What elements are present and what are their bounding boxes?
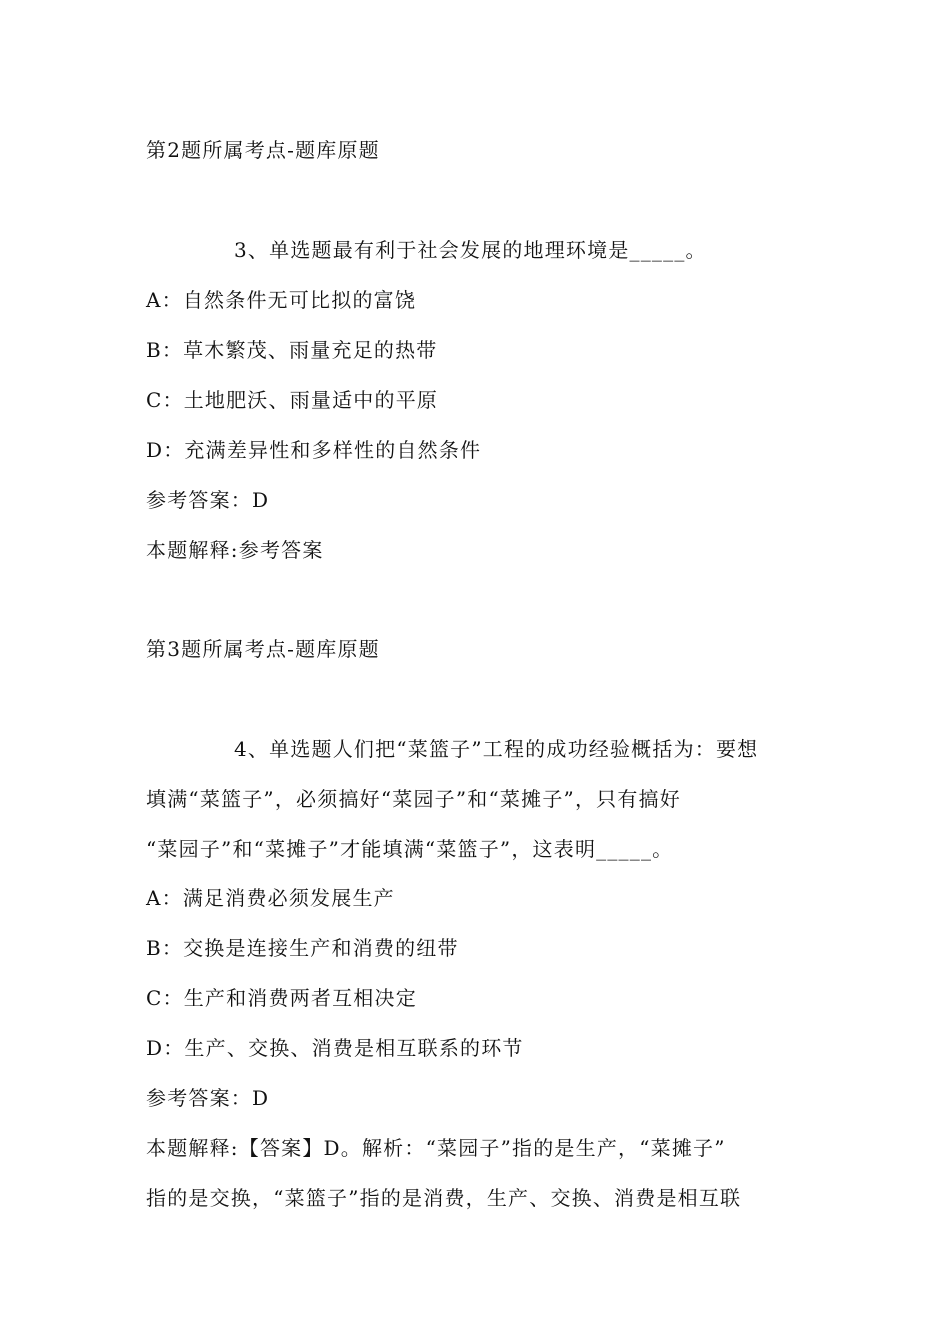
question-4-explanation-line-1: 本题解释:【答案】D。解析：“菜园子”指的是生产，“菜摊子” xyxy=(146,1136,726,1160)
question-3-option-a: A：自然条件无可比拟的富饶 xyxy=(146,288,417,312)
question-4-explanation-line-2: 指的是交换，“菜篮子”指的是消费，生产、交换、消费是相互联 xyxy=(146,1186,742,1210)
question-4-stem-line-2: 填满“菜篮子”，必须搞好“菜园子”和“菜摊子”，只有搞好 xyxy=(146,787,681,811)
question-4-option-c: C：生产和消费两者互相决定 xyxy=(146,986,417,1010)
question-4-stem-line-1: 4、单选题人们把“菜篮子”工程的成功经验概括为：要想 xyxy=(234,737,759,761)
question-4-option-b: B：交换是连接生产和消费的纽带 xyxy=(146,936,459,960)
question-4-answer: 参考答案：D xyxy=(146,1086,270,1110)
question-3-stem: 3、单选题最有利于社会发展的地理环境是_____。 xyxy=(234,238,707,262)
section-header-q2: 第2题所属考点-题库原题 xyxy=(146,138,380,162)
section-header-q3: 第3题所属考点-题库原题 xyxy=(146,637,380,661)
question-3-option-d: D：充满差异性和多样性的自然条件 xyxy=(146,438,482,462)
question-4-option-d: D：生产、交换、消费是相互联系的环节 xyxy=(146,1036,524,1060)
question-3-answer: 参考答案：D xyxy=(146,488,270,512)
question-3-option-b: B：草木繁茂、雨量充足的热带 xyxy=(146,338,438,362)
question-3-option-c: C：土地肥沃、雨量适中的平原 xyxy=(146,388,439,412)
question-4-stem-line-3: “菜园子”和“菜摊子”才能填满“菜篮子”，这表明_____。 xyxy=(146,837,674,861)
question-4-option-a: A：满足消费必须发展生产 xyxy=(146,886,395,910)
question-3-explanation: 本题解释:参考答案 xyxy=(146,538,324,562)
